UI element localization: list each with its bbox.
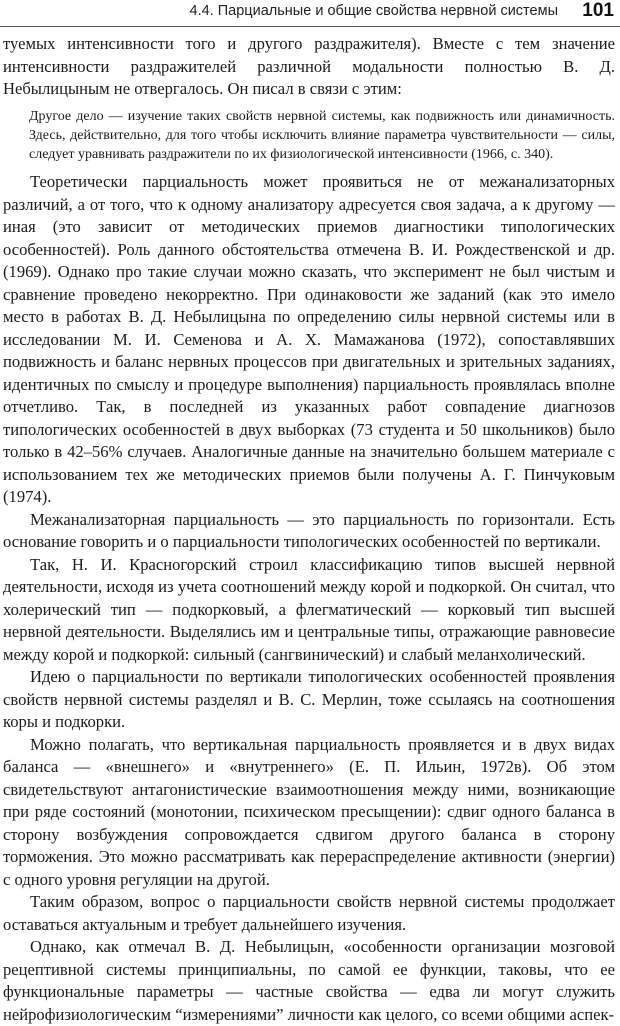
header-rule (0, 26, 620, 27)
paragraph: Теоретически парциальность может проявиться не от межанализаторных различий, а от того, что к одному анализатору адресуется своя задача, а к другому — иная (это зависит от методических приемов диагностики типологических особенностей). Роль данного обстоятельства отмечена В. И. Рождественской и др. (1969). Однако про такие случаи можно сказать, что эксперимент не был чистым и сравнение проведено некорректно. При одинаковости же заданий (как это имело место в работах В. Д. Небылицына по определению силы нервной системы или в исследовании М. И. Семенова и А. Х. Мамажанова (1972), сопоставлявших подвижность и баланс нервных процессов при двигательных и зрительных заданиях, идентичных по смыслу и процедуре выполнения) парциальность проявлялась вполне отчетливо. Так, в последней из указанных работ совпадение диагнозов типологических особенностей в двух выборках (73 студента и 50 школьников) было только в 42–56% случаев. Аналогичные данные на значительно большем материале с использованием тех же методических приемов были получены А. Г. Пинчуковым (1974). (3, 172, 615, 507)
paragraph: Однако, как отмечал В. Д. Небылицын, «особенности организации мозговой рецептивной системы принципиальны, по самой ее функции, таковы, что ее функциональные параметры — частные свойства — едва ли могут служить нейрофизиологическим “измерениями” личности как целого, со всеми общими аспек- (3, 937, 615, 1024)
paragraph: Идею о парциальности по вертикали типологических особенностей проявления свойств нервной системы разделял и В. С. Мерлин, тоже ссылаясь на соотношения коры и подкорки. (3, 667, 615, 732)
block-quote: Другое дело — изучение таких свойств нервной системы, как подвижность или динамичность. Здесь, действительно, для того чтобы исключить влияние параметра чувствительности — силы, следует уравнивать раздражители по их физиологической интенсивности (1966, с. 340). (29, 108, 615, 162)
paragraph: Так, Н. И. Красногорский строил классификацию типов высшей нервной деятельности, исходя из учета соотношений между корой и подкоркой. Он считал, что холерический тип — подкорковый, а флегматический — корковый тип высшей нервной деятельности. Выделялись им и центральные типы, отражающие равновесие между корой и подкоркой: сильный (сангвинический) и слабый меланхолический. (3, 554, 615, 664)
section-title: 4.4. Парциальные и общие свойства нервной системы (189, 3, 558, 19)
paragraph: Таким образом, вопрос о парциальности свойств нервной системы продолжает оставаться актуальным и требует дальнейшего изучения. (3, 892, 615, 934)
paragraph: Межанализаторная парциальность — это парциальность по горизонтали. Есть основание говорить и о парциальности типологических особенностей по вертикали. (3, 509, 615, 552)
body-text (3, 33, 615, 1026)
paragraph-continuation: туемых интенсивности того и другого раздражителя). Вместе с тем значение интенсивности раздражителей различной модальности полностью В. Д. Небылицыным не отвергалось. Он писал в связи с этим: (3, 34, 615, 98)
running-header (0, 0, 620, 26)
paragraph: Можно полагать, что вертикальная парциальность проявляется и в двух видах баланса — «внешнего» и «внутреннего» (Е. П. Ильин, 1972в). Об этом свидетельствуют антагонистические взаимоотношения между ними, возникающие при ряде состояний (монотонии, психическом пресыщении): сдвиг одного баланса в сторону возбуждения сопровождается сдвигом другого баланса в сторону торможения. Это можно рассматривать как перераспределение активности (энергии) с одного уровня регуляции на другой. (3, 734, 615, 889)
page-number: 101 (582, 0, 614, 21)
